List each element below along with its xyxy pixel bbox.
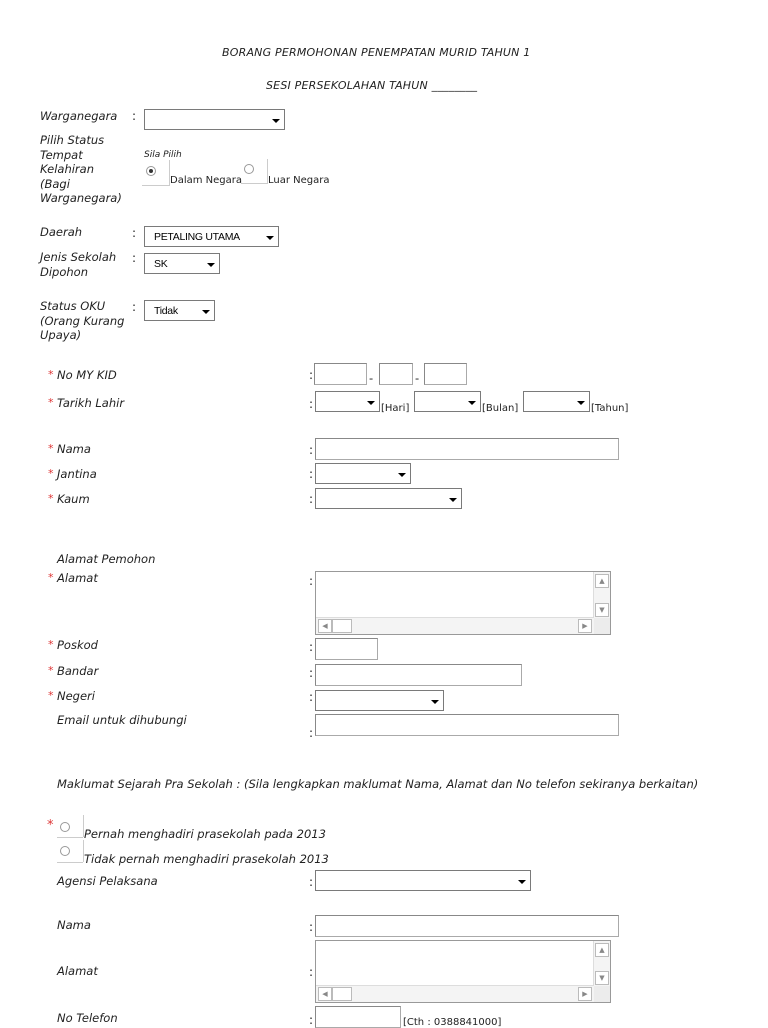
status-kelahiran-label: Pilih Status Tempat Kelahiran (Bagi Warganegara) (40, 133, 122, 205)
chevron-down-icon (445, 490, 460, 507)
email-label: Email untuk dihubungi (57, 713, 187, 727)
kaum-select[interactable] (315, 488, 462, 509)
bandar-input[interactable] (315, 664, 522, 686)
hari-select[interactable] (315, 391, 380, 412)
colon: : (309, 920, 314, 934)
mykid-part1-input[interactable] (314, 363, 367, 385)
alamat-pemohon-heading: Alamat Pemohon (57, 552, 156, 566)
scroll-up-icon[interactable]: ▲ (595, 574, 609, 588)
telefon-hint: [Cth : 0388841000] (403, 1017, 502, 1028)
required-marker: * (48, 664, 54, 677)
prasekolah-nama-input[interactable] (315, 915, 619, 937)
radio-underline (57, 862, 83, 863)
scroll-down-icon[interactable]: ▼ (595, 971, 609, 985)
colon: : (309, 666, 314, 680)
required-marker: * (48, 689, 54, 702)
form-title: BORANG PERMOHONAN PENEMPATAN MURID TAHUN 1 (222, 46, 531, 59)
bulan-select[interactable] (414, 391, 481, 412)
sila-pilih-hint: Sila Pilih (144, 150, 182, 160)
jenis-sekolah-label: Jenis Sekolah Dipohon (40, 250, 117, 279)
colon: : (309, 726, 314, 740)
chevron-down-icon (464, 393, 479, 410)
colon: : (309, 574, 314, 588)
resize-corner[interactable] (594, 618, 610, 634)
colon: : (309, 875, 314, 889)
required-marker: * (48, 368, 54, 381)
email-input[interactable] (315, 714, 619, 736)
dalam-negara-label: Dalam Negara (170, 175, 243, 186)
chevron-down-icon (573, 393, 588, 410)
negeri-select[interactable] (315, 690, 444, 711)
chevron-down-icon (394, 465, 409, 482)
colon: : (309, 443, 314, 457)
chevron-down-icon (203, 255, 218, 272)
colon: : (309, 1013, 314, 1027)
prasekolah-alamat-textarea[interactable] (315, 940, 611, 1003)
vertical-scrollbar[interactable] (593, 572, 610, 618)
scroll-thumb[interactable] (332, 987, 352, 1001)
poskod-label: Poskod (57, 638, 98, 652)
scroll-left-icon[interactable]: ◀ (318, 619, 332, 633)
hari-hint: [Hari] (381, 403, 410, 414)
tahun-hint: [Tahun] (591, 403, 629, 414)
jantina-label: Jantina (57, 467, 97, 481)
required-marker: * (48, 492, 54, 505)
radio-underline (57, 837, 83, 838)
tahun-select[interactable] (523, 391, 590, 412)
colon: : (309, 965, 314, 979)
colon: : (132, 109, 137, 123)
required-marker: * (48, 396, 54, 409)
resize-corner[interactable] (594, 986, 610, 1002)
jenis-sekolah-select[interactable]: SK (144, 253, 220, 274)
scroll-thumb[interactable] (332, 619, 352, 633)
alamat-textarea[interactable] (315, 571, 611, 635)
horizontal-scrollbar[interactable] (316, 985, 594, 1002)
required-marker: * (48, 442, 54, 455)
chevron-down-icon (363, 393, 378, 410)
colon: : (309, 368, 314, 382)
bandar-label: Bandar (57, 664, 99, 678)
mykid-part2-input[interactable] (379, 363, 413, 385)
horizontal-scrollbar[interactable] (316, 617, 594, 634)
agensi-label: Agensi Pelaksana (57, 874, 158, 888)
colon: : (309, 492, 314, 506)
kaum-label: Kaum (57, 492, 90, 506)
radio-luar-negara[interactable] (244, 164, 254, 174)
chevron-down-icon (198, 302, 213, 319)
colon: : (132, 251, 137, 265)
colon: : (309, 397, 314, 411)
mykid-label: No MY KID (57, 368, 117, 382)
agensi-select[interactable] (315, 870, 531, 891)
status-oku-label: Status OKU (Orang Kurang Upaya) (40, 299, 125, 342)
radio-tidak-pernah[interactable] (60, 846, 70, 856)
bulan-hint: [Bulan] (482, 403, 519, 414)
vertical-scrollbar[interactable] (593, 941, 610, 986)
colon: : (309, 690, 314, 704)
tarikh-lahir-label: Tarikh Lahir (57, 396, 125, 410)
telefon-input[interactable] (315, 1006, 401, 1028)
nama-label: Nama (57, 442, 91, 456)
warganegara-select[interactable] (144, 109, 285, 130)
pernah-label: Pernah menghadiri prasekolah pada 2013 (84, 827, 326, 841)
colon: : (132, 226, 137, 240)
alamat-label: Alamat (57, 571, 98, 585)
radio-underline (142, 185, 169, 186)
mykid-dash: - (369, 371, 374, 385)
required-marker: * (48, 571, 54, 584)
daerah-label: Daerah (40, 225, 83, 239)
colon: : (132, 300, 137, 314)
negeri-label: Negeri (57, 689, 95, 703)
poskod-input[interactable] (315, 638, 378, 660)
chevron-down-icon (427, 692, 442, 709)
scroll-down-icon[interactable]: ▼ (595, 603, 609, 617)
warganegara-label: Warganegara (40, 109, 118, 123)
nama-input[interactable] (315, 438, 619, 460)
mykid-part3-input[interactable] (424, 363, 467, 385)
radio-dalam-negara[interactable] (146, 166, 156, 176)
scroll-right-icon[interactable]: ▶ (578, 987, 592, 1001)
tidak-pernah-label: Tidak pernah menghadiri prasekolah 2013 (84, 852, 329, 866)
radio-pernah[interactable] (60, 822, 70, 832)
chevron-down-icon (268, 111, 283, 128)
scroll-left-icon[interactable]: ◀ (318, 987, 332, 1001)
radio-underline (241, 183, 267, 184)
chevron-down-icon (262, 228, 277, 245)
mykid-dash: - (415, 371, 420, 385)
prasekolah-heading: Maklumat Sejarah Pra Sekolah : (Sila lengkapkan maklumat Nama, Alamat dan No telefon sekiranya berkaitan) (57, 777, 699, 791)
status-oku-select[interactable]: Tidak (144, 300, 215, 321)
prasekolah-alamat-label: Alamat (57, 964, 98, 978)
required-marker: * (48, 638, 54, 651)
telefon-label: No Telefon (57, 1011, 118, 1025)
session-year-line: SESI PERSEKOLAHAN TAHUN ________ (266, 79, 478, 92)
scroll-right-icon[interactable]: ▶ (578, 619, 592, 633)
luar-negara-label: Luar Negara (268, 175, 330, 186)
daerah-select[interactable]: PETALING UTAMA (144, 226, 279, 247)
required-marker: * (47, 818, 54, 833)
jantina-select[interactable] (315, 463, 411, 484)
required-marker: * (48, 467, 54, 480)
prasekolah-nama-label: Nama (57, 918, 91, 932)
scroll-up-icon[interactable]: ▲ (595, 943, 609, 957)
colon: : (309, 640, 314, 654)
chevron-down-icon (514, 872, 529, 889)
colon: : (309, 467, 314, 481)
